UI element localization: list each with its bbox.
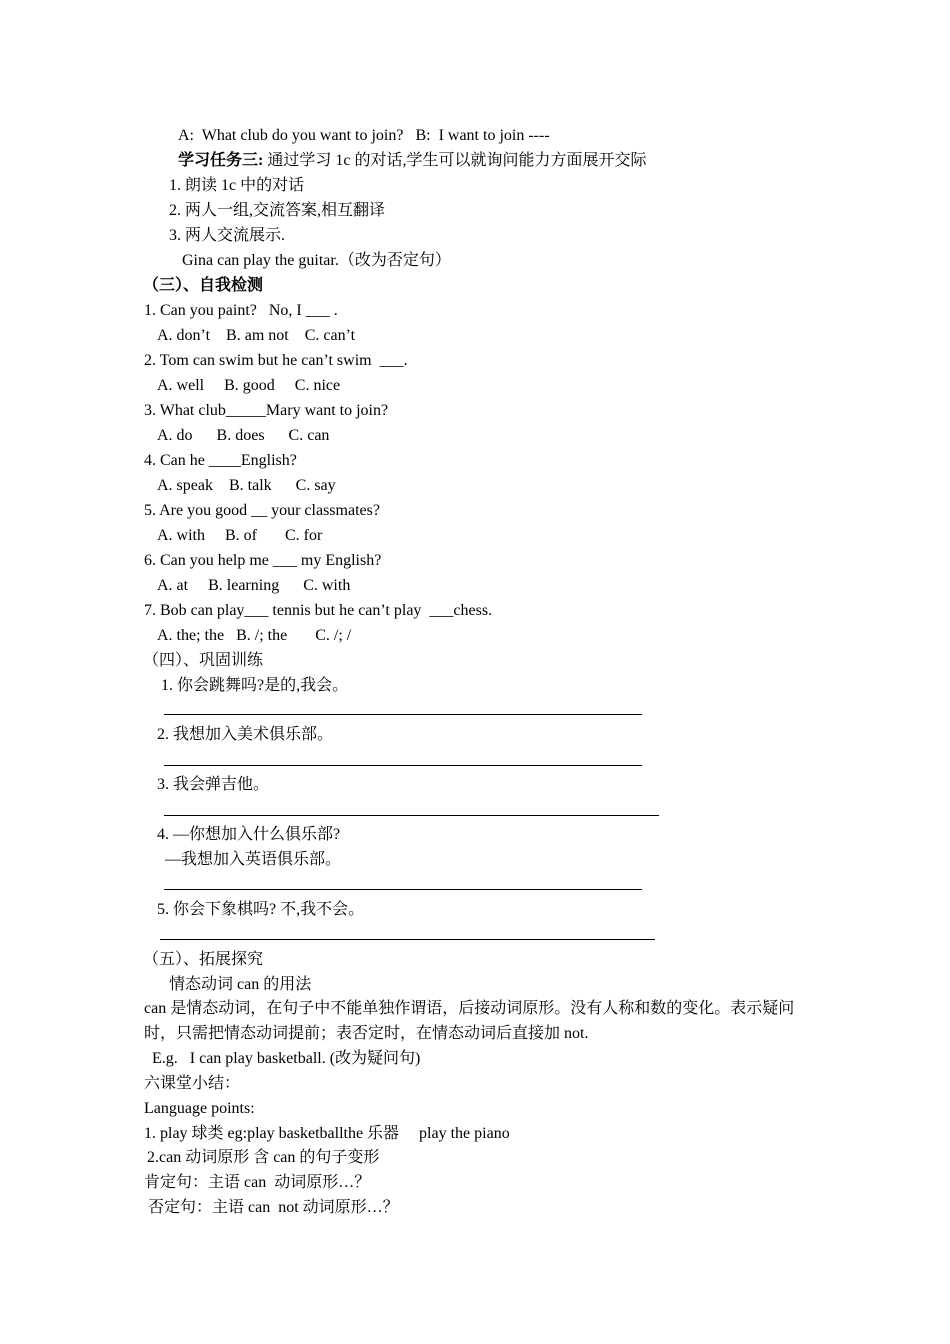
step-1: 1. 朗读 1c 中的对话 bbox=[169, 177, 305, 194]
self-check-heading: （三）、自我检测 bbox=[143, 277, 264, 294]
practice-item-4-answer: —我想加入英语俱乐部。 bbox=[165, 851, 342, 868]
answer-line-4 bbox=[164, 889, 642, 890]
language-point-2: 2.can 动词原形 含 can 的句子变形 bbox=[147, 1149, 380, 1166]
task3-text: 通过学习 1c 的对话,学生可以就询问能力方面展开交际 bbox=[263, 152, 647, 169]
language-points-label: Language points: bbox=[144, 1100, 255, 1117]
practice-item-1: 1. 你会跳舞吗?是的,我会。 bbox=[161, 677, 349, 694]
summary-heading: 六课堂小结： bbox=[144, 1075, 241, 1092]
question-4: 4. Can he ____English? bbox=[144, 452, 297, 469]
options-6: A. at B. learning C. with bbox=[157, 577, 351, 594]
language-point-1: 1. play 球类 eg:play basketballthe 乐器 play the piano bbox=[144, 1125, 510, 1142]
practice-item-5: 5. 你会下象棋吗? 不,我不会。 bbox=[157, 901, 365, 918]
answer-line-5 bbox=[160, 939, 655, 940]
extension-heading: （五）、拓展探究 bbox=[143, 951, 264, 968]
question-6: 6. Can you help me ___ my English? bbox=[144, 552, 382, 569]
options-7: A. the; the B. /; the C. /; / bbox=[157, 627, 352, 644]
options-3: A. do B. does C. can bbox=[157, 427, 330, 444]
practice-heading: （四）、巩固训练 bbox=[143, 652, 264, 669]
extension-para-line-1: can 是情态动词，在句子中不能单独作谓语，后接动词原形。没有人称和数的变化。表示疑问 bbox=[144, 1000, 795, 1017]
options-1: A. don’t B. am not C. can’t bbox=[157, 327, 356, 344]
extension-para-line-2: 时，只需把情态动词提前；表否定时，在情态动词后直接加 not. bbox=[144, 1025, 589, 1042]
extension-subheading: 情态动词 can 的用法 bbox=[169, 976, 312, 993]
answer-line-1 bbox=[164, 714, 642, 715]
task3-line bbox=[178, 151, 646, 171]
answer-line-2 bbox=[164, 765, 642, 766]
question-1: 1. Can you paint? No, I ___ . bbox=[144, 302, 338, 319]
affirmative-pattern: 肯定句：主语 can 动词原形…？ bbox=[144, 1174, 371, 1191]
question-7: 7. Bob can play___ tennis but he can’t play ___chess. bbox=[144, 602, 493, 619]
dialog-line: A: What club do you want to join? B: I want to join ---- bbox=[178, 127, 550, 144]
practice-item-2: 2. 我想加入美术俱乐部。 bbox=[157, 726, 334, 743]
practice-item-3: 3. 我会弹吉他。 bbox=[157, 776, 270, 793]
task3-title: 学习任务三: bbox=[178, 152, 264, 169]
negative-pattern: 否定句：主语 can not 动词原形…？ bbox=[148, 1199, 399, 1216]
extension-example: E.g. I can play basketball. (改为疑问句) bbox=[152, 1050, 421, 1067]
question-3: 3. What club_____Mary want to join? bbox=[144, 402, 389, 419]
options-2: A. well B. good C. nice bbox=[157, 377, 341, 394]
step-3: 3. 两人交流展示. bbox=[169, 227, 286, 244]
transform-exercise: Gina can play the guitar.（改为否定句） bbox=[182, 252, 451, 269]
answer-line-3 bbox=[164, 815, 659, 816]
options-5: A. with B. of C. for bbox=[157, 527, 323, 544]
options-4: A. speak B. talk C. say bbox=[157, 477, 336, 494]
question-5: 5. Are you good __ your classmates? bbox=[144, 502, 380, 519]
step-2: 2. 两人一组,交流答案,相互翻译 bbox=[169, 202, 386, 219]
practice-item-4: 4. —你想加入什么俱乐部? bbox=[157, 826, 341, 843]
question-2: 2. Tom can swim but he can’t swim ___. bbox=[144, 352, 408, 369]
